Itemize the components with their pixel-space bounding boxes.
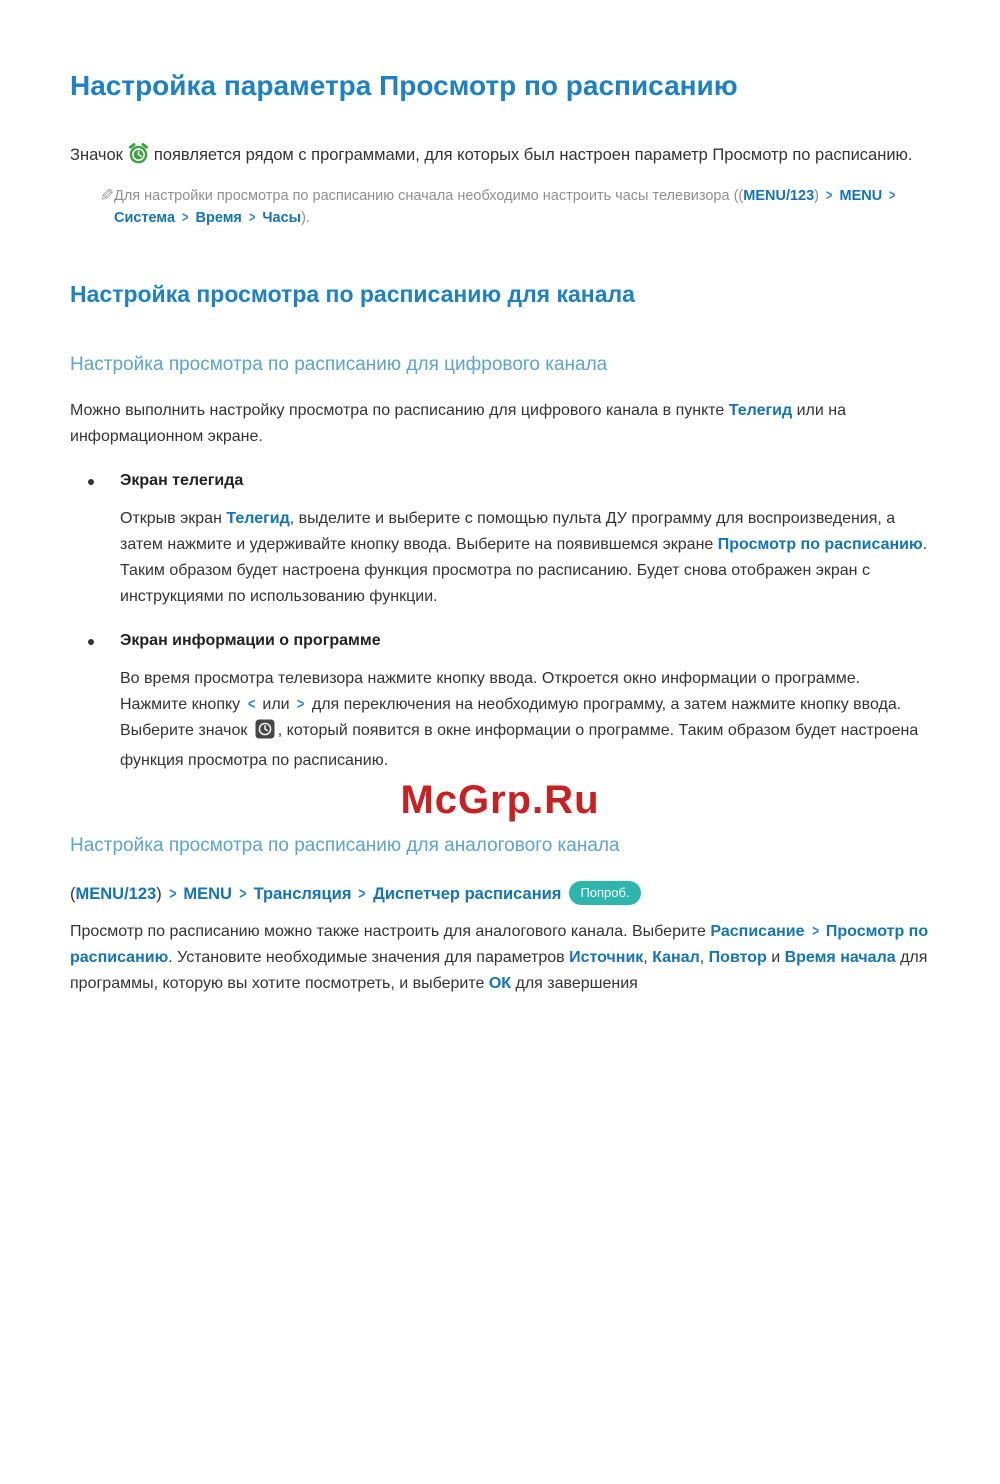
link-broadcast: Трансляция [253,885,352,903]
link-clock: Часы [262,210,302,226]
text-segment: Просмотр по расписанию можно также настроить для аналогового канала. Выберите [70,923,711,940]
breadcrumb [70,881,930,905]
text-segment: или на информационном экране. [70,402,846,445]
chevron-icon: > [182,210,189,226]
bullet-label: Экран информации о программе [120,632,381,649]
chevron-icon: > [239,885,247,903]
link-system: Система [114,210,176,226]
link-time: Время [195,210,242,226]
schedule-badge-icon [255,719,275,748]
chevron-icon: > [168,885,177,903]
text-segment: для завершения [511,975,638,992]
text-segment: или [257,696,295,713]
chevron-icon: > [889,188,896,204]
text-segment: Открыв экран [120,510,227,527]
text-segment: . Таким образом будет настроена функция просмотра по расписанию. Будет снова отображен экран с инструкциями по использованию функции. [120,536,928,605]
note-text-1: Для настройки просмотра по расписанию сначала необходимо настроить часы телевизора (( [114,188,744,204]
page-title: Настройка параметра Просмотр по расписанию [70,70,738,101]
section-heading: Настройка просмотра по расписанию для канала [70,281,635,307]
text-segment: ) [156,885,162,903]
link-menu123: MENU/123 [75,885,157,903]
text-segment: , [643,949,653,966]
watermark: McGrp.Ru [400,778,600,822]
pencil-icon: ✎ [99,186,114,205]
chevron-icon: > [811,923,819,940]
link-repeat: Повтор [708,949,767,966]
text-segment: для переключения на необходимую программу, а затем нажмите кнопку ввода. Выберите значок [120,696,902,739]
bullet-label: Экран телегида [120,472,244,489]
note-text [114,185,924,229]
link-guide: Телегид [728,402,793,419]
text-segment: , выделите и выберите с помощью пульта ДУ программу для воспроизведения, а затем нажмите и удерживайте кнопку ввода. Выберите на появившемся экране [120,510,896,553]
text-segment: , который появится в окне информации о программе. Таким образом будет настроена функция просмотра по расписанию. [120,722,919,769]
try-now-badge: Попроб. [569,881,640,905]
text-segment: для программы, которую вы хотите посмотреть, и выберите [70,949,928,992]
intro-text-2: появляется рядом с программами, для которых был настроен параметр Просмотр по расписанию. [153,146,913,164]
text-segment: , [699,949,709,966]
text-segment: Во время просмотра телевизора нажмите кнопку ввода. Откроется окно информации о программе. Нажмите кнопку [120,670,861,713]
link-schedule-viewing: Просмотр по расписанию [70,923,929,966]
bullet-icon [88,639,94,645]
document-page [0,70,1000,997]
chevron-icon: > [248,210,256,226]
link-menu123: MENU/123 [743,188,815,204]
text-segment: и [766,949,785,966]
chevron-icon: > [358,885,366,903]
text-segment: Можно выполнить настройку просмотра по расписанию для цифрового канала в пункте [70,402,729,419]
link-start-time: Время начала [784,949,896,966]
link-channel: Канал [652,949,700,966]
text-segment: ( [70,885,76,903]
paragraph-digital-intro [70,398,930,450]
text-segment: . Установите необходимые значения для параметров [168,949,570,966]
chevron-left-icon: < [247,696,256,713]
chevron-icon: > [826,188,833,204]
bullet-icon [88,479,94,485]
note-text-2: ) [814,188,820,204]
subsection-heading-analog: Настройка просмотра по расписанию для аналогового канала [70,835,620,856]
bullet-item-program-info-screen [70,632,930,650]
link-guide: Телегид [226,510,290,527]
bullet-item-guide-screen [70,472,930,490]
paragraph-guide-screen [120,506,930,610]
intro-text-1: Значок [70,146,123,164]
schedule-clock-icon [127,142,150,173]
link-menu: MENU [839,188,883,204]
paragraph-analog [70,919,930,997]
paragraph-program-info [120,666,930,774]
note-block [70,185,930,229]
link-schedule: Расписание [710,923,805,940]
note-text-3: ). [301,210,310,226]
link-menu: MENU [183,885,232,903]
link-ok: ОК [488,975,512,992]
subsection-heading-digital: Настройка просмотра по расписанию для цифрового канала [70,354,608,375]
chevron-right-icon: > [296,696,305,713]
link-source: Источник [569,949,644,966]
link-schedule-manager: Диспетчер расписания [373,885,562,903]
intro-paragraph [70,142,930,173]
link-schedule-viewing: Просмотр по расписанию [717,536,923,553]
